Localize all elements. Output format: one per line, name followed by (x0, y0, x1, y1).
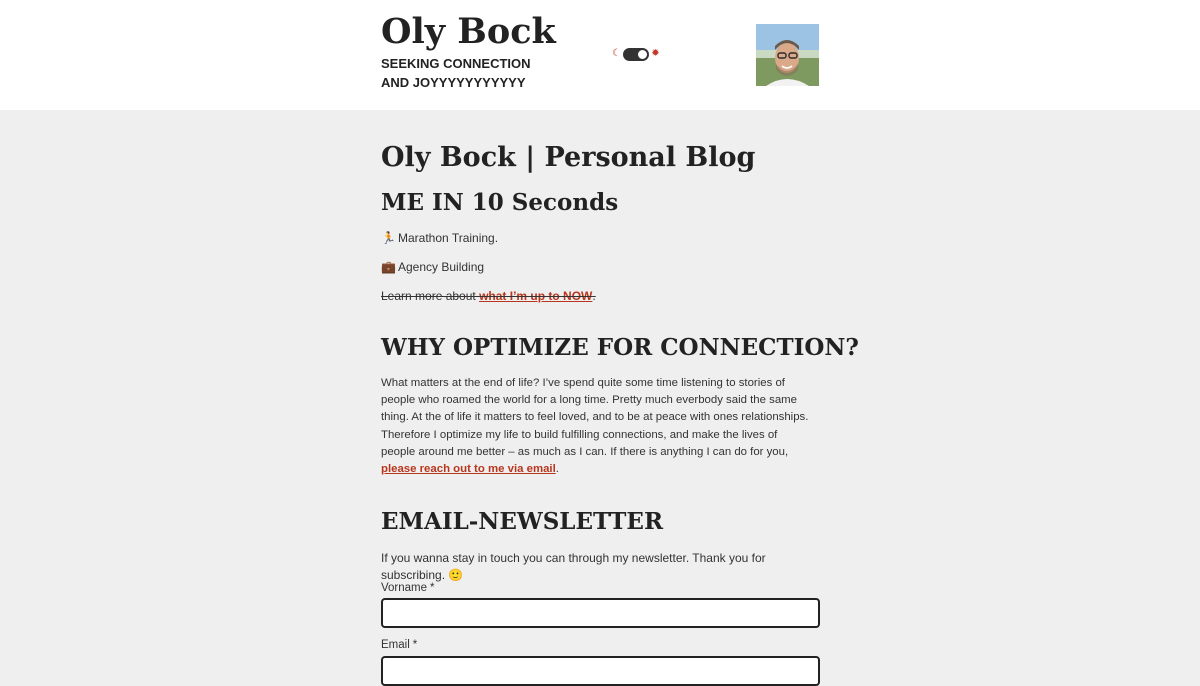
site-title[interactable]: Oly Bock (381, 11, 556, 52)
avatar[interactable] (756, 24, 819, 86)
section-heading-me: ME IN 10 Seconds (381, 189, 619, 216)
dark-mode-switch[interactable] (623, 48, 649, 61)
sun-icon: ✹ (651, 48, 660, 59)
email-label: Email * (381, 639, 418, 651)
briefcase-icon: 💼 (381, 260, 396, 274)
vorname-label: Vorname * (381, 582, 435, 594)
moon-icon: ☾ (612, 48, 621, 59)
runner-icon: 🏃 (381, 231, 396, 245)
now-page-link[interactable]: what I’m up to NOW (479, 289, 593, 303)
switch-knob (638, 50, 647, 59)
learn-more-line: Learn more about what I’m up to NOW. (381, 289, 596, 303)
email-contact-link[interactable]: please reach out to me via email (381, 463, 556, 476)
list-item: 💼 Agency Building (381, 260, 485, 274)
page-title: Oly Bock | Personal Blog (381, 142, 756, 173)
section-heading-newsletter: EMAIL-NEWSLETTER (381, 508, 664, 535)
list-item: 🏃 Marathon Training. (381, 231, 499, 245)
avatar-photo (756, 24, 819, 86)
email-field[interactable] (381, 656, 820, 686)
site-header (0, 0, 1200, 110)
why-paragraph: What matters at the end of life? I’ve spend quite some time listening to stories of people who roamed the world for a long time. Pretty much everbody said the same thing. At the of life it matters to feel loved, and to be at peace with ones relationships. Therefore I optimize my life to build fulfilling connections, and make the lives of people around me better – as much as I can. If there is anything I can do for you, please reach out to me via email. (381, 377, 809, 476)
site-tagline: SEEKING CONNECTION AND JOYYYYYYYYYYY (381, 56, 531, 90)
theme-toggle[interactable] (612, 46, 660, 62)
vorname-field[interactable] (381, 598, 820, 628)
section-heading-why: WHY OPTIMIZE FOR CONNECTION? (381, 334, 859, 361)
newsletter-intro: If you wanna stay in touch you can through my newsletter. Thank you for subscribing. 🙂 (381, 551, 766, 582)
